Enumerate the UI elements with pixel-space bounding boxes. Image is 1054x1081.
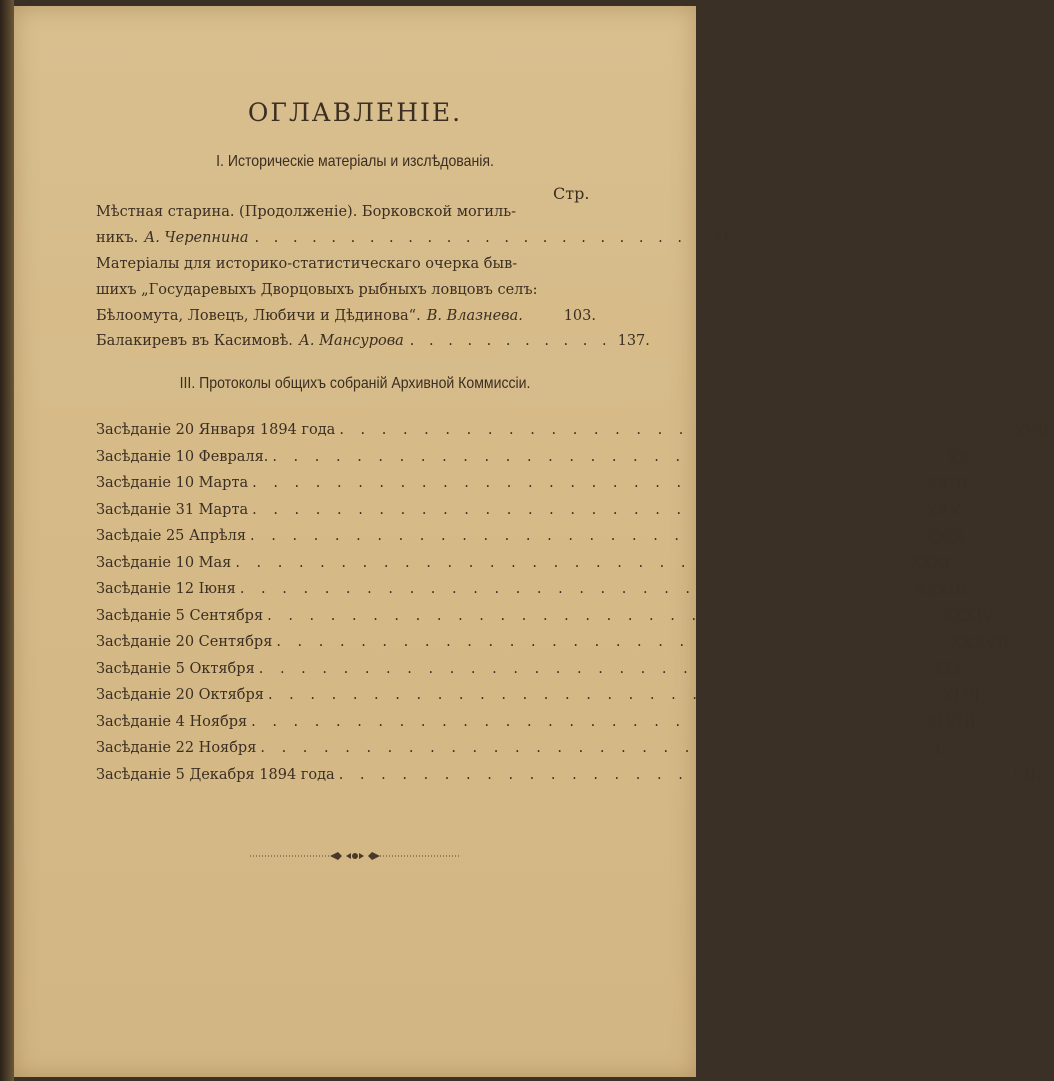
protocol-list — [96, 417, 1054, 788]
protocol-page: XVII. — [1013, 420, 1054, 440]
dot-leader: . . . . . . . . . . . . . . . . . . . . . . . . . . . . . . . . — [251, 713, 920, 730]
protocol-row — [96, 444, 975, 471]
toc-entry-line — [96, 328, 650, 354]
protocol-page: XLI. — [933, 659, 967, 679]
protocol-label: Засѣданіе 10 Марта — [96, 475, 249, 492]
protocol-page: XXXVII. — [950, 632, 1015, 652]
protocol-row — [96, 550, 956, 577]
toc-entry-page: 137. — [617, 333, 650, 349]
toc-entry-text: никъ. — [96, 230, 139, 246]
toc-entry-line — [96, 199, 596, 225]
dot-leader: . . . . . . . . . . . . . . . . . . . . . . . . . . . . . . . . — [252, 501, 921, 518]
dot-leader — [523, 303, 558, 329]
protocol-label: Засѣданіе 20 Сентября — [96, 634, 273, 651]
toc-entry-author: А. Мансурова — [298, 333, 404, 349]
protocol-page: XXIX. — [924, 526, 971, 546]
protocol-row — [96, 762, 1042, 789]
protocol-label: Засѣдаіе 25 Апрѣля — [96, 528, 247, 545]
protocol-page: XXXIV. — [941, 606, 996, 626]
book-page — [14, 6, 1054, 1077]
protocol-row — [96, 656, 967, 683]
protocol-label: Засѣданіе 5 Декабря 1894 года — [96, 766, 335, 783]
protocol-row — [96, 629, 1015, 656]
section-3-title: III. Протоколы общихъ собраній Архивной Коммиссіи. — [179, 375, 531, 392]
protocol-page: XLVI. — [942, 685, 986, 705]
protocol-label: Засѣданіе 4 Ноября — [96, 713, 248, 730]
protocol-row — [96, 709, 982, 736]
dot-leader: . . . . . . . . . . . . . . . . . . . . . . . . . . . . . . . . — [252, 475, 921, 492]
protocol-label: Засѣданіе 22 Ноября — [96, 740, 257, 757]
ornament-divider-icon — [250, 846, 460, 866]
dot-leader: . . . . . . . . . . . . . . . . . . . . . . . . . . . . . . . . — [272, 448, 941, 465]
protocol-page: XXXI. — [909, 553, 956, 573]
toc-entry-text: Мѣстная старина. (Продолженіе). Борковской могиль- — [96, 204, 517, 220]
dot-leader: . . . . . . . . . . . . . . . . . . . . . . . . . . . . . . . . — [267, 687, 937, 704]
dot-leader: . . . . . . . . . . . . . . . . . . . . . . . . . . . . . . . . — [260, 740, 929, 757]
protocol-label: Засѣданіе 5 Октября — [96, 660, 255, 677]
toc-entry-line — [96, 277, 596, 303]
toc-entry-text: Балакиревъ въ Касимовѣ. — [96, 333, 293, 349]
dot-leader: . . . . . . . . . . . . . . . . . . . . . . . . . . . . . . . . — [338, 766, 1008, 783]
protocol-row — [96, 576, 973, 603]
protocol-label: Засѣданіе 31 Марта — [96, 501, 249, 518]
protocol-row — [96, 470, 974, 497]
toc-entry-text: Бѣлоомута, Ловецъ, Любичи и Дѣдинова“. — [96, 308, 421, 324]
dot-leader: . . . . . . . . . . . . . . . . . . . . . . . . . . . . . . . . — [235, 554, 904, 571]
protocol-label: Засѣданіе 12 Іюня — [96, 581, 236, 598]
protocol-row — [96, 497, 964, 524]
protocol-label: Засѣданіе 10 Мая — [96, 554, 232, 571]
toc-entry-line — [96, 251, 596, 277]
dot-leader: . . . . . . . . . . . . . . . . . . . . . . . . . . . . . . . . — [267, 607, 936, 624]
dot-leader: . . . . . . . . . . . . . . . . . . . . . . . . . . . . . . . . — [258, 660, 928, 677]
protocol-page: L. — [934, 738, 951, 758]
protocol-label: Засѣданіе 20 Января 1894 года — [96, 422, 336, 439]
page-title: ОГЛАВЛЕНІЕ. — [247, 98, 463, 127]
protocol-row — [96, 735, 951, 762]
dot-leader: . . . . . . . . . . . . . . . . . . . . . . . . — [254, 230, 707, 246]
toc-entry-page: 103. — [563, 308, 596, 324]
protocol-label: Засѣданіе 10 Февраля. — [96, 448, 269, 465]
protocol-row — [96, 523, 971, 550]
toc-entry-author: В. Влазнева. — [426, 308, 523, 324]
section-1-title: I. Историческіе матеріалы и изслѣдованія. — [216, 153, 494, 170]
protocol-row — [96, 682, 986, 709]
book-spine-edge — [0, 0, 14, 1081]
dot-leader: . . . . . . . . . . . . . . . . . . . . . . . . . . . . . . . . — [339, 422, 1008, 439]
protocol-row — [96, 603, 996, 630]
protocol-label: Засѣданіе 5 Сентября — [96, 607, 264, 624]
toc-entry-page: 71. — [712, 230, 736, 246]
toc-entry-line — [96, 225, 736, 251]
dot-leader: . . . . . . . . . . . . . . . . . . . . . . . . . . . . . . . . — [250, 528, 919, 545]
toc-entry-article-3 — [96, 328, 650, 354]
toc-entry-text: шихъ „Государевыхъ Дворцовыхъ рыбныхъ ловцовъ селъ: — [96, 282, 538, 298]
toc-entry-author: А. Черепнина — [144, 230, 249, 246]
toc-entry-article-2 — [96, 251, 596, 329]
dot-leader: . . . . . . . . . . . — [409, 333, 612, 349]
protocol-page: XXIII. — [926, 473, 974, 493]
protocol-page: XXV. — [926, 500, 964, 520]
page-column-header: Стр. — [553, 184, 590, 203]
dot-leader: . . . . . . . . . . . . . . . . . . . . . . . . . . . . . . . . — [239, 581, 909, 598]
toc-entry-text: Матеріалы для историко-статистическаго очерка быв- — [96, 256, 518, 272]
protocol-row — [96, 417, 1054, 444]
protocol-page: XXXIII. — [914, 579, 973, 599]
dot-leader: . . . . . . . . . . . . . . . . . . . . . . . . . . . . . . . . — [276, 634, 945, 651]
toc-entry-article-1 — [96, 199, 736, 251]
protocol-page: XLVIII. — [925, 712, 982, 732]
toc-entry-line — [96, 303, 596, 329]
protocol-page: LII. — [1013, 765, 1042, 785]
protocol-page: XX. — [946, 447, 975, 467]
protocol-label: Засѣданіе 20 Октября — [96, 687, 264, 704]
